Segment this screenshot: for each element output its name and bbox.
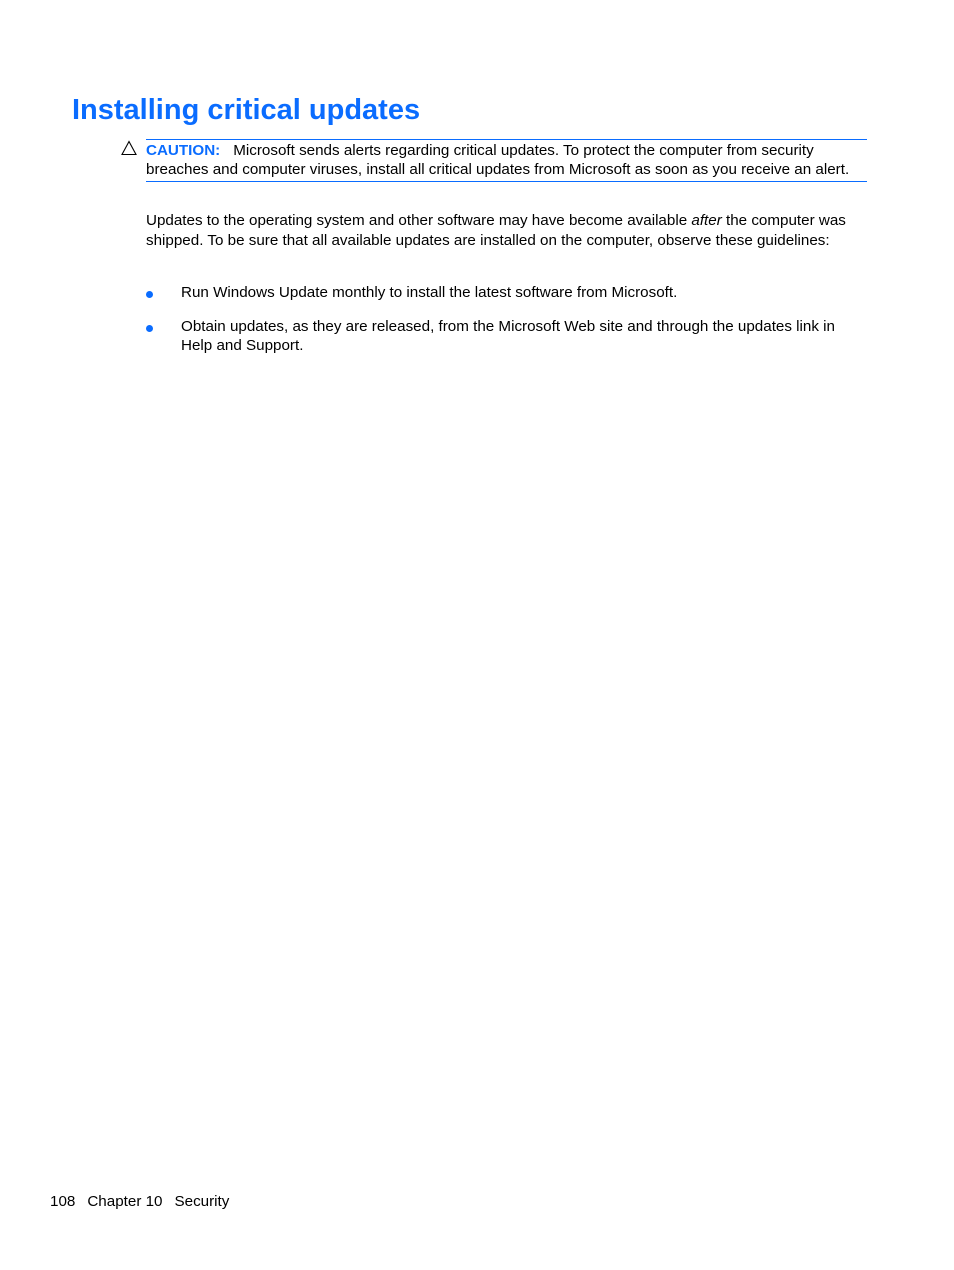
bullet-icon [146,291,153,298]
caution-notice [146,139,867,182]
caution-text: Microsoft sends alerts regarding critical updates. To protect the computer from security breaches and computer viruses, install all critical updates from Microsoft as soon as you receive an alert. [146,142,850,178]
list-item [146,317,867,356]
paragraph-text-start: Updates to the operating system and other software may have become available [146,212,692,229]
list-item-text: Obtain updates, as they are released, from the Microsoft Web site and through the updates link in Help and Support. [181,317,835,354]
body-paragraph [146,211,867,250]
page-number: 108 [50,1193,76,1210]
footer-section: Security [174,1193,230,1210]
caution-triangle-icon [121,140,137,156]
guidelines-list [146,283,867,370]
list-item-text: Run Windows Update monthly to install the latest software from Microsoft. [181,284,678,301]
list-item [146,283,867,303]
caution-label: CAUTION: [146,142,221,159]
paragraph-emphasis: after [691,212,722,229]
page-footer [50,1192,229,1212]
page-title: Installing critical updates [72,94,421,126]
footer-chapter: Chapter 10 [87,1193,163,1210]
paragraph-text-end: the computer was shipped. To be sure that all available updates are installed on the computer, observe these guidelines: [146,212,846,249]
bullet-icon [146,325,153,332]
